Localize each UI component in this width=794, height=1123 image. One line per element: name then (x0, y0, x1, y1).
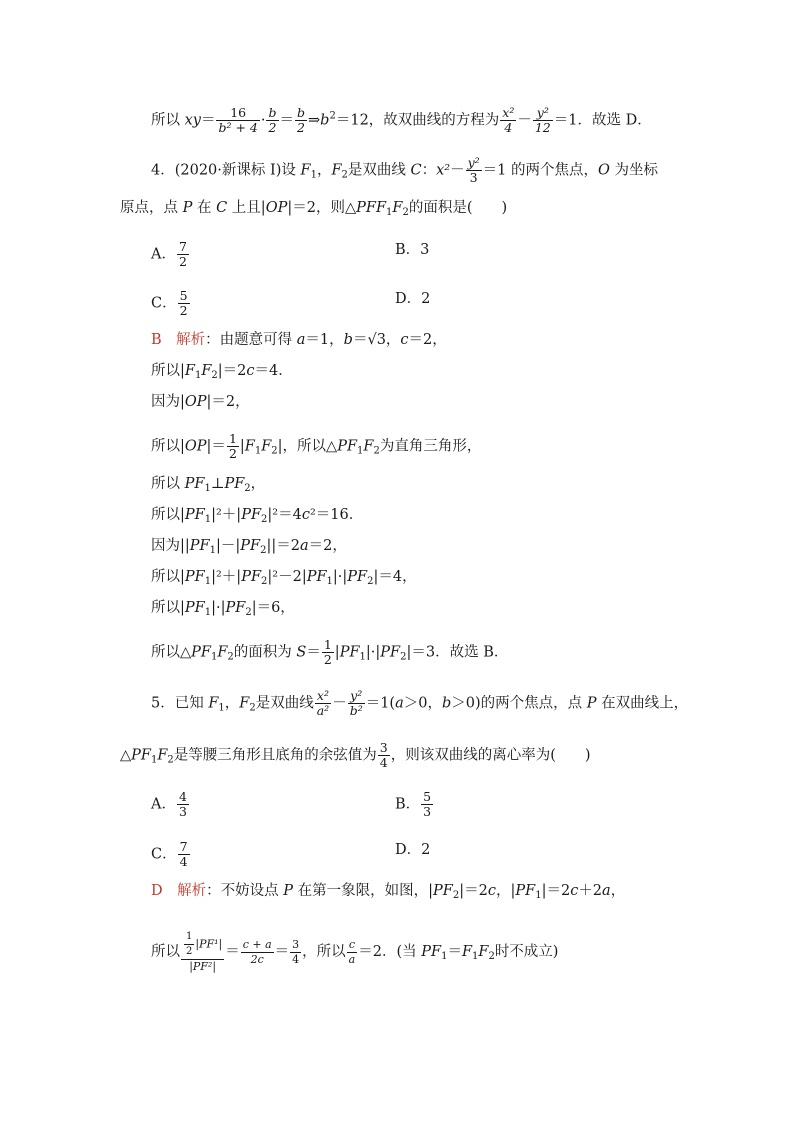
conclusion-line (151, 106, 652, 135)
text: ＝ (200, 112, 216, 129)
solution-4-line6: 所以$|PF_1|^2+|PF_2|^2=4c^2=16$． (151, 507, 364, 525)
fraction: $\frac{b}{2}$ (297, 105, 306, 135)
solution-4-line8: 所以$|PF_1|^2+|PF_2|^2-2|PF_1|\cdot|PF_2|=4$， (151, 569, 417, 587)
solution-4-line2: 所以$|F_1F_2|=2c=4$． (151, 363, 293, 381)
solution-4-line3: 因为|OP|＝2， (151, 394, 250, 410)
answer-key: B (151, 332, 162, 348)
question-4-option-b: B．3 (395, 242, 430, 258)
text: b (320, 112, 330, 129)
question-5-option-d: D．2 (395, 842, 431, 858)
fraction: $\frac{7}{4}$ (179, 839, 188, 869)
fraction: $\frac{c + a}{2c}$ (242, 937, 272, 966)
fraction: $\frac{\text{y²}}{3}$ (467, 155, 480, 185)
fraction: $\frac{5}{2}$ (179, 288, 188, 318)
analysis-label: 解析 (176, 332, 206, 348)
question-5-option-a: A． $\frac{4}{3}$ (151, 789, 187, 819)
text: ＝12，故双曲线的方程为 (335, 112, 500, 129)
answer-key: D (151, 883, 163, 899)
solution-5-line2: 所以 $\frac{1}{2}$ |PF¹| |PF²| ＝ $\frac{c + a}{2c}$ ＝ $\frac{3}{4}$ ，所以 $\frac{c}{a}$ ＝2．(当 $PF_1=F_1F_2$时不成立) (151, 931, 559, 973)
fraction: $\frac{3}{4}$ (292, 937, 300, 966)
analysis-label: 解析 (177, 883, 207, 899)
fraction: $\frac{7}{2}$ (178, 239, 187, 269)
text: － (517, 112, 532, 129)
fraction: $\frac{\text{x²}}{\text{a²}}$ (316, 688, 330, 718)
text: 2 (329, 110, 336, 122)
fraction: $\frac{c}{a}$ (348, 937, 356, 966)
question-4-option-a: A． $\frac{7}{2}$ (151, 239, 187, 269)
fraction: $\frac{\text{y²}}{\text{b²}}$ (349, 688, 363, 718)
text: ＝1．故选 D． (553, 112, 652, 129)
fraction: $\frac{1}{2}$ (323, 637, 332, 667)
question-5-option-b: B． $\frac{5}{3}$ (395, 789, 432, 819)
fraction: $\frac{5}{3}$ (423, 789, 432, 819)
fraction: $\frac{\text{x²}}{4}$ (502, 105, 515, 135)
solution-4-line9: 所以$|PF_1|\cdot|PF_2|=6$， (151, 600, 295, 618)
question-4-option-d: D．2 (395, 291, 431, 307)
text: · (260, 112, 266, 129)
question-5-option-c: C． $\frac{7}{4}$ (151, 839, 188, 869)
text: 所以 (151, 112, 185, 129)
solution-5-line1: D 解析：不妨设点 P 在第一象限，如图，$|PF_2|=2c$，$|PF_1|=2c+2a$， (151, 883, 626, 901)
question-4-stem-line2: 原点，点 P 在 C 上且|OP|＝2，则$\triangle PFF_1F_2$的面积是( ) (120, 200, 508, 218)
solution-4-line1: B 解析：由题意可得 a＝1，b＝√3，c＝2， (151, 332, 447, 348)
fraction: $\frac{1}{2}$ (228, 431, 237, 461)
solution-4-line4: 所以|OP|＝ $\frac{1}{2}$ $|F_1F_2|$，所以$\triangle PF_1F_2$为直角三角形， (151, 431, 482, 461)
fraction: $\frac{\text{y²}}{12}$ (534, 105, 551, 135)
fraction: $\frac{16}{\text{b² + 4}}$ (218, 105, 258, 135)
question-4-stem-line1: 4．(2020·新课标 Ⅰ)设 $F_1$，$F_2$是双曲线 C：x²－ $\frac{\text{y²}}{3}$ ＝1 的两个焦点，O 为坐标 (151, 155, 659, 185)
text: xy (184, 112, 201, 129)
solution-4-line5: 所以 $PF_1\perp PF_2$， (151, 476, 266, 494)
compound-fraction: $\frac{1}{2}$ |PF¹| |PF²| (181, 930, 224, 974)
text: ＝ (279, 112, 294, 129)
fraction: $\frac{b}{2}$ (268, 105, 277, 135)
fraction: $\frac{4}{3}$ (178, 789, 187, 819)
question-5-stem-line1: 5．已知 $F_1$，$F_2$是双曲线 $\frac{\text{x²}}{\text{a²}}$ － $\frac{\text{y²}}{\text{b²}}$ ＝1(a＞0，b＞0)的两个焦点，点 P 在双曲线上， (151, 688, 689, 718)
text: ⇒ (308, 112, 321, 129)
question-4-option-c: C． $\frac{5}{2}$ (151, 288, 188, 318)
solution-4-line10: 所以$\triangle PF_1F_2$的面积为 S＝ $\frac{1}{2}$ $|PF_1|\cdot|PF_2|=3$．故选 B． (151, 637, 509, 667)
solution-4-line7: 因为$||PF_1|-|PF_2||=2a=2$， (151, 538, 347, 556)
fraction: $\frac{3}{4}$ (379, 740, 388, 770)
question-5-stem-line2: $\triangle PF_1F_2$是等腰三角形且底角的余弦值为 $\frac{3}{4}$ ，则该双曲线的离心率为( ) (120, 740, 591, 770)
